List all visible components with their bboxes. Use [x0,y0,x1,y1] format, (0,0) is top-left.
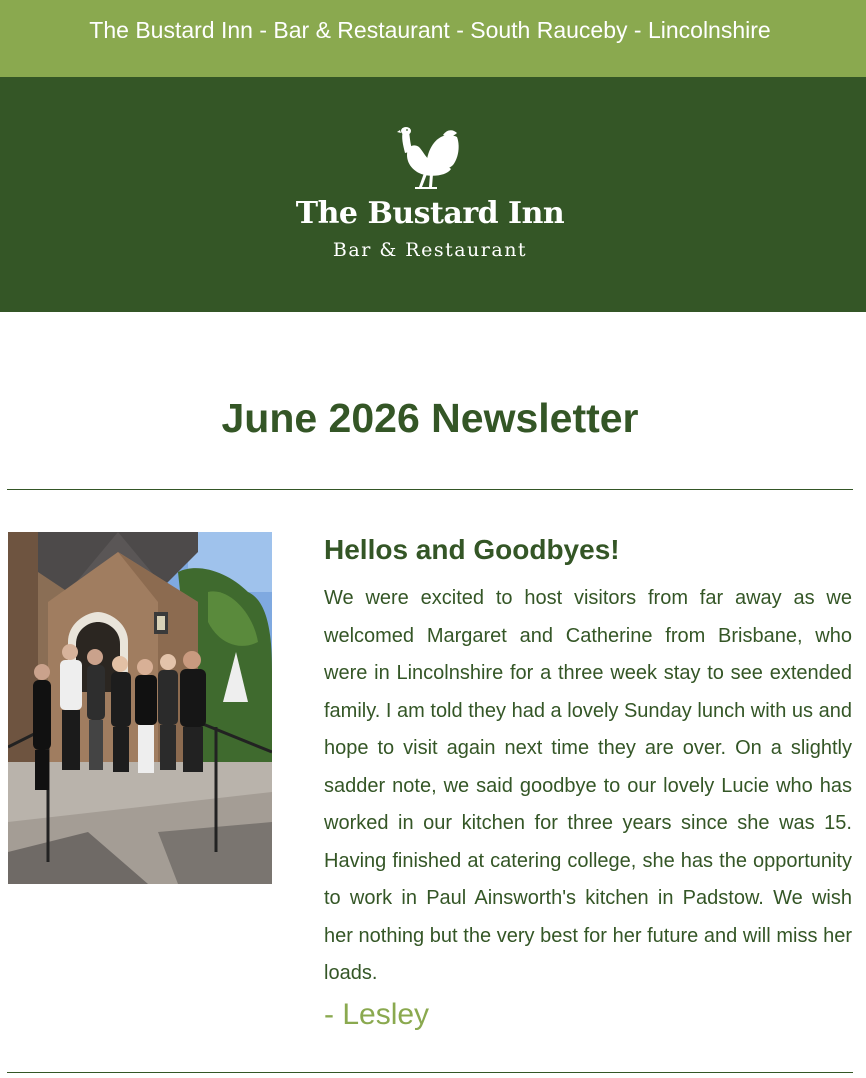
logo-banner[interactable] [0,77,866,312]
article-signature: - Lesley [324,998,430,1031]
article-heading: Hellos and Goodbyes! [324,534,620,565]
header-tagline: The Bustard Inn - Bar & Restaurant - South Rauceby - Lincolnshire [89,17,771,43]
logo-subtitle: Bar & Restaurant [332,239,528,261]
section-divider [7,489,853,490]
article-body: We were excited to host visitors from far away as we welcomed Margaret and Catherine from Brisbane, who were in Lincolnshire for a three week stay to see extended family. I am told they had a lovely Sunday lunch with us and hope to visit again next time they are over. On a slightly sadder note, we said goodbye to our lovely Lucie who has worked in our kitchen for three years since she was 15. Having finished at catering college, she has the opportunity to work in Paul Ainsworth's kitchen in Padstow. We wish her nothing but the very best for her future and will miss her loads. [324,587,852,984]
newsletter-title: June 2026 Newsletter [221,395,639,441]
logo-name: The Bustard Inn [295,196,565,231]
top-bar [0,0,866,77]
bustard-bird-icon [397,125,463,191]
section-divider [7,1072,853,1073]
staff-group-photo [8,532,272,884]
